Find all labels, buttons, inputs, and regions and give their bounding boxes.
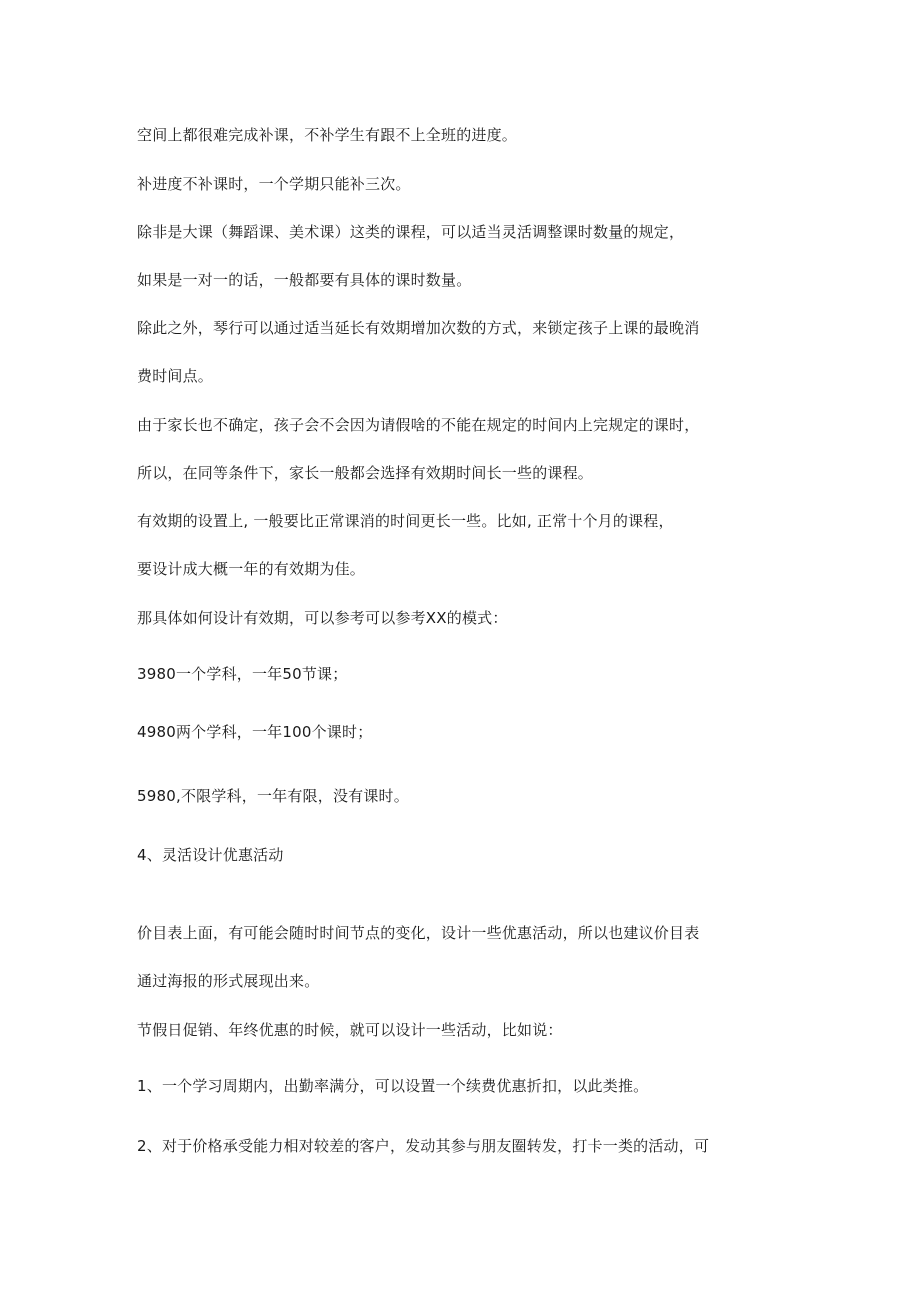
paragraph-line: 除此之外，琴行可以通过适当延长有效期增加次数的方式，来锁定孩子上课的最晚消 xyxy=(137,319,700,337)
paragraph-line: 有效期的设置上, 一般要比正常课消的时间更长一些。比如, 正常十个月的课程， xyxy=(137,512,674,530)
paragraph-line: 节假日促销、年终优惠的时候，就可以设计一些活动，比如说： xyxy=(137,1021,563,1039)
paragraph-line: 补进度不补课时，一个学期只能补三次。 xyxy=(137,175,411,193)
paragraph-line: 通过海报的形式展现出来。 xyxy=(137,972,320,990)
paragraph-line: 如果是一对一的话，一般都要有具体的课时数量。 xyxy=(137,271,472,289)
paragraph-line: 所以，在同等条件下，家长一般都会选择有效期时间长一些的课程。 xyxy=(137,464,594,482)
list-item: 1、一个学习周期内，出勤率满分，可以设置一个续费优惠折扣，以此类推。 xyxy=(137,1077,649,1095)
list-item: 3980一个学科，一年50节课； xyxy=(137,665,348,683)
paragraph-line: 要设计成大概一年的有效期为佳。 xyxy=(137,560,366,578)
paragraph-line: 那具体如何设计有效期，可以参考可以参考XX的模式： xyxy=(137,609,508,627)
list-item: 2、对于价格承受能力相对较差的客户，发动其参与朋友圈转发，打卡一类的活动，可 xyxy=(137,1137,710,1155)
paragraph-line: 费时间点。 xyxy=(137,367,214,385)
paragraph-line: 除非是大课（舞蹈课、美术课）这类的课程，可以适当灵活调整课时数量的规定， xyxy=(137,223,685,241)
list-item: 4980两个学科，一年100个课时； xyxy=(137,723,373,741)
paragraph-line: 价目表上面，有可能会随时时间节点的变化，设计一些优惠活动，所以也建议价目表 xyxy=(137,924,700,942)
paragraph-line: 由于家长也不确定，孩子会不会因为请假啥的不能在规定的时间内上完规定的课时， xyxy=(137,416,700,434)
list-item: 5980,不限学科，一年有限，没有课时。 xyxy=(137,787,409,805)
paragraph-line: 空间上都很难完成补课，不补学生有跟不上全班的进度。 xyxy=(137,126,518,144)
section-heading: 4、灵活设计优惠活动 xyxy=(137,846,284,864)
